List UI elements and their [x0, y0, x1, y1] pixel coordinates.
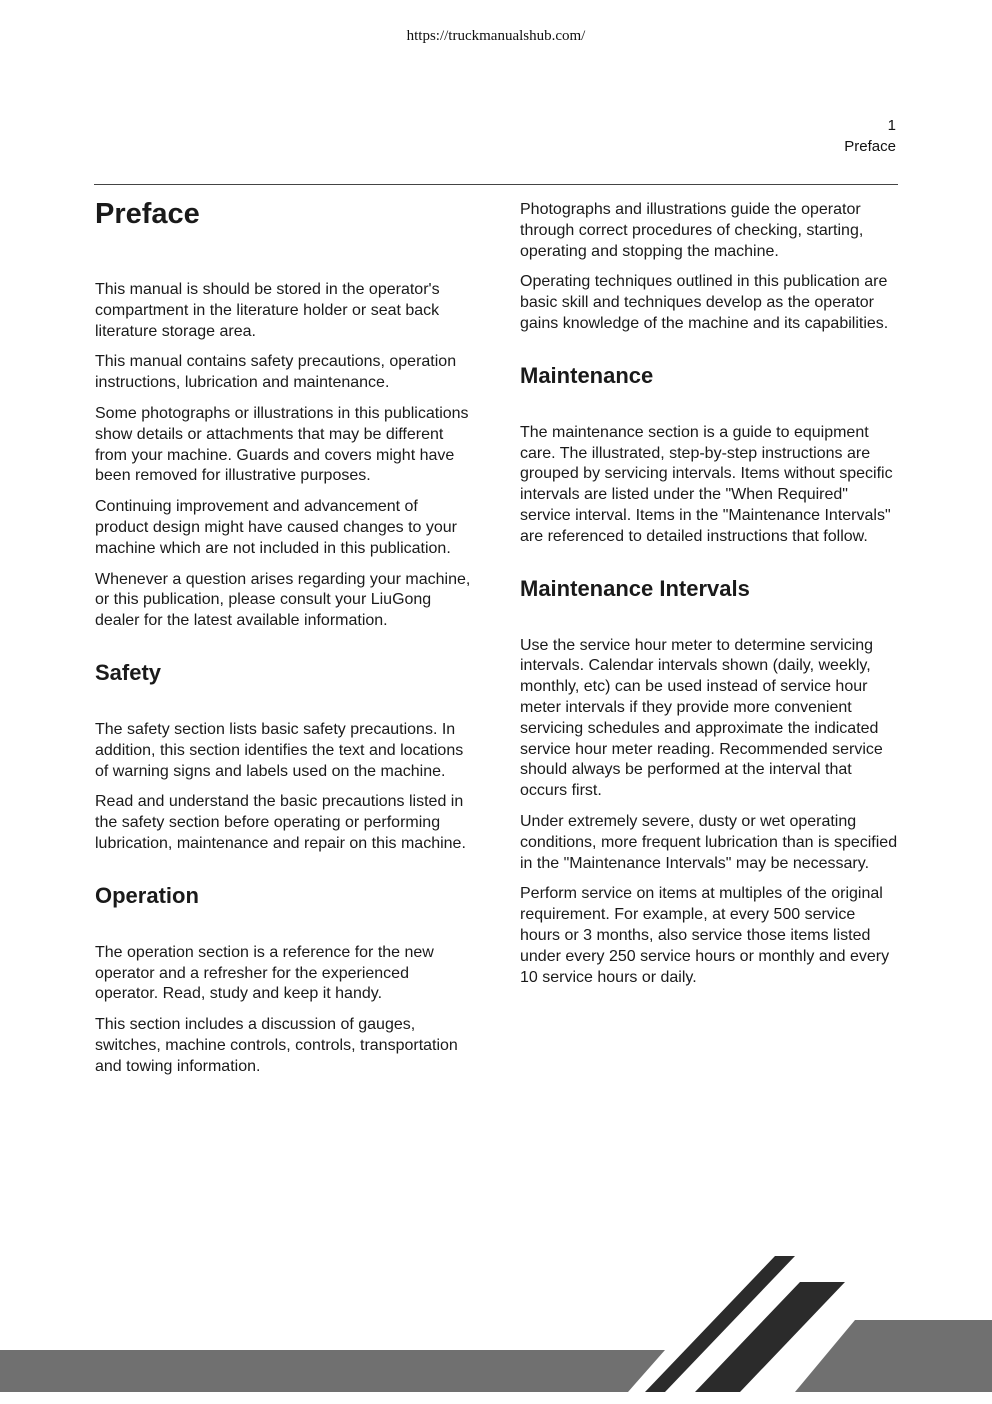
operation-paragraph: Photographs and illustrations guide the operator through correct procedures of checking, starting, operating and stopping the machine. [520, 201, 864, 260]
maintenance-paragraph: The maintenance section is a guide to equipment care. The illustrated, step-by-step instructions are grouped by servicing intervals. Items without specific intervals are listed under the "When Required" service interval. Items in the "Maintenance Intervals" are referenced to detailed instructions that follow. [520, 423, 893, 545]
maintenance-intervals-heading: Maintenance Intervals [520, 575, 750, 601]
maintenance-heading: Maintenance [520, 362, 654, 388]
page-number: 1 [887, 117, 896, 134]
left-column [95, 198, 473, 1088]
intro-paragraph: Continuing improvement and advancement of product design might have caused changes to your machine which are not included in this publication. [95, 498, 458, 557]
intro-paragraph: This manual is should be stored in the operator's compartment in the literature holder or seat back literature storage area. [95, 281, 440, 340]
source-url: https://truckmanualshub.com/ [406, 28, 586, 44]
footer-decoration [0, 1250, 992, 1404]
safety-heading: Safety [95, 659, 162, 685]
intervals-paragraph: Perform service on items at multiples of the original requirement. For example, at every 500 service hours or 3 months, also service those items listed under every 250 service hours or monthly and every 10 service hours or daily. [520, 885, 890, 986]
footer-band-right [795, 1320, 992, 1392]
running-section-name: Preface [844, 138, 896, 155]
operation-paragraph: This section includes a discussion of gauges, switches, machine controls, controls, transportation and towing information. [95, 1016, 458, 1075]
intro-paragraph: This manual contains safety precautions, operation instructions, lubrication and maintenance. [95, 353, 457, 392]
page-title: Preface [95, 198, 200, 230]
operation-paragraph: The operation section is a reference for the new operator and a refresher for the experienced operator. Read, study and keep it handy. [95, 943, 434, 1003]
intro-paragraph: Some photographs or illustrations in this publications show details or attachments that may be different from your machine. Guards and covers might have been removed for illustrative purposes. [95, 404, 469, 485]
running-header [844, 115, 896, 157]
footer-band-left [0, 1350, 665, 1392]
right-column [520, 200, 898, 998]
intervals-paragraph: Use the service hour meter to determine servicing intervals. Calendar intervals shown (daily, weekly, monthly, etc) can be used instead of service hour meter intervals if they provide more convenient servicing schedules and approximate the indicated service hour meter reading. Recommended service should always be performed at the interval that occurs first. [520, 636, 883, 800]
header-divider [94, 184, 898, 185]
safety-paragraph: Read and understand the basic precautions listed in the safety section before operating or performing lubrication, maintenance and repair on this machine. [95, 793, 466, 852]
operation-paragraph: Operating techniques outlined in this publication are basic skill and techniques develop as the operator gains knowledge of the machine and its capabilities. [520, 273, 889, 332]
safety-paragraph: The safety section lists basic safety precautions. In addition, this section identifies the text and locations of warning signs and labels used on the machine. [95, 720, 464, 780]
intervals-paragraph: Under extremely severe, dusty or wet operating conditions, more frequent lubrication than is specified in the "Maintenance Intervals" may be necessary. [520, 812, 898, 872]
intro-paragraph: Whenever a question arises regarding your machine, or this publication, please consult your LiuGong dealer for the latest available information. [95, 570, 471, 630]
operation-heading: Operation [95, 882, 199, 908]
